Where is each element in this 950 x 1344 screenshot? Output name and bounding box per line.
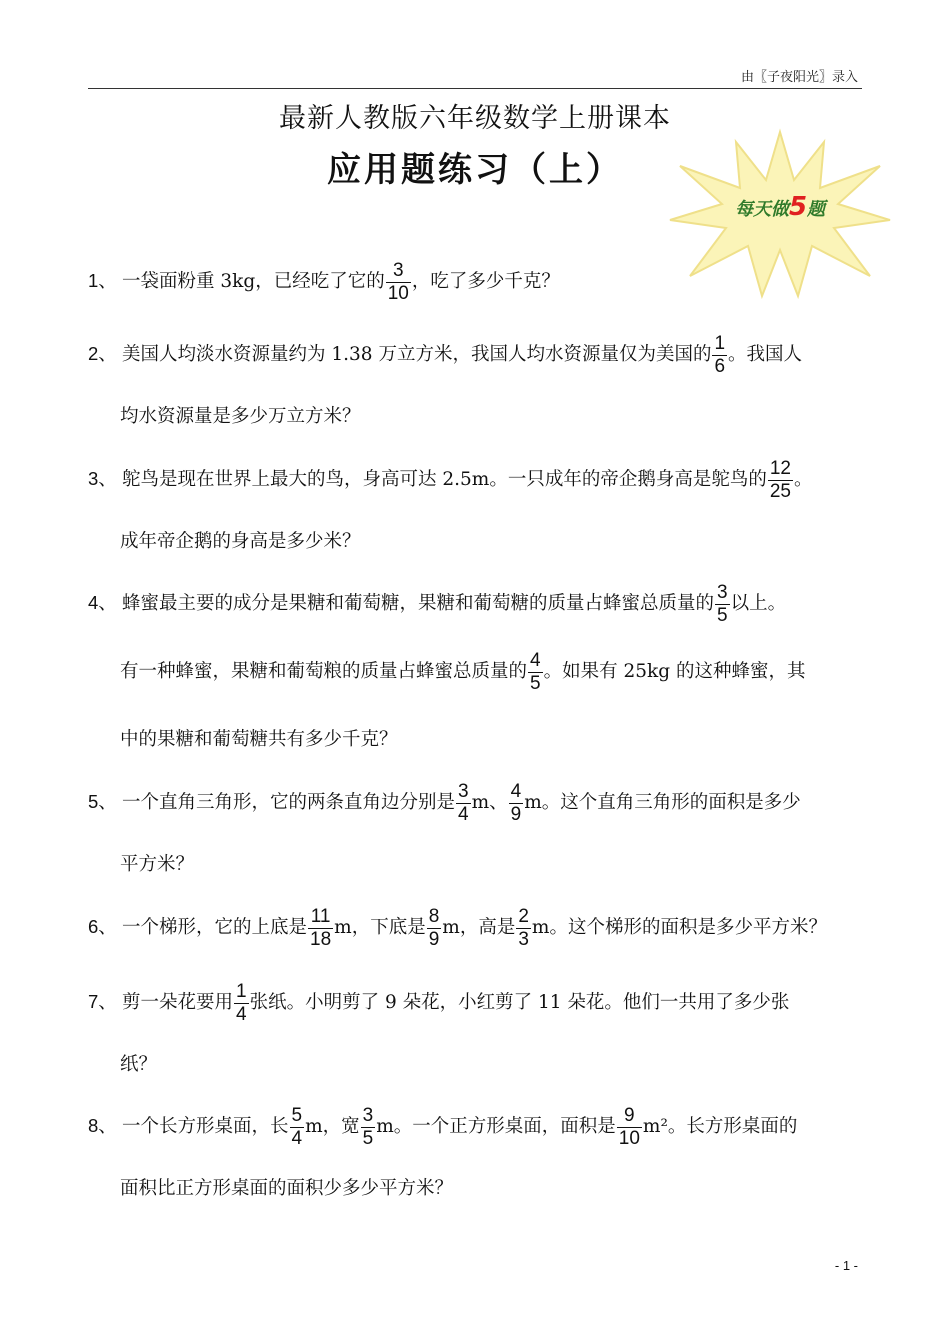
badge-suffix: 题	[807, 199, 826, 220]
problem-5	[88, 771, 862, 896]
fraction: $\frac{12}{25}$	[769, 457, 791, 502]
fraction: $\frac{4}{9}$	[510, 780, 522, 825]
badge-number: 5	[788, 192, 808, 222]
fraction: $\frac{4}{5}$	[530, 649, 541, 694]
page-title: 应用题练习（上）	[327, 150, 623, 190]
problem-text: m，高是	[442, 917, 516, 938]
fraction: $\frac{5}{4}$	[291, 1104, 303, 1149]
problem-number: 3、	[88, 468, 117, 489]
problem-text: m，宽	[305, 1116, 360, 1137]
problem-text: 中的果糖和葡萄糖共有多少千克？	[120, 729, 398, 750]
problem-text: 。如果有 25kg 的这种蜂蜜，其	[543, 661, 806, 682]
problem-text: 蜂蜜最主要的成分是果糖和葡萄糖，果糖和葡萄糖的质量占蜂蜜总质量的	[122, 593, 715, 614]
problem-text: m。一个正方形桌面，面积是	[376, 1116, 616, 1137]
page-subtitle: 最新人教版六年级数学上册课本	[279, 103, 671, 134]
problem-text: m、	[471, 792, 508, 813]
problem-2	[88, 323, 862, 448]
problem-text: 面积比正方形桌面的面积少多少平方米？	[120, 1178, 454, 1199]
problem-8	[88, 1095, 862, 1220]
problem-text: 美国人均淡水资源量约为 1.38 万立方米，我国人均水资源量仅为美国的	[122, 344, 712, 365]
problem-number: 1、	[88, 270, 117, 291]
problem-text: m²。长方形桌面的	[642, 1116, 798, 1137]
fraction: $\frac{3}{5}$	[717, 581, 728, 626]
header-note: 由〖子夜阳光〗录入	[740, 70, 858, 85]
problem-text: 成年帝企鹅的身高是多少米？	[120, 531, 361, 552]
problem-number: 7、	[88, 991, 117, 1012]
problem-text: 。	[794, 469, 813, 490]
fraction: $\frac{1}{4}$	[236, 980, 247, 1025]
problem-text: 纸？	[120, 1054, 158, 1075]
problem-text: 剪一朵花要用	[122, 992, 234, 1013]
header-rule	[88, 88, 862, 89]
problem-text: 一个直角三角形，它的两条直角边分别是	[122, 792, 456, 813]
problem-number: 6、	[88, 916, 117, 937]
fraction: $\frac{3}{10}$	[387, 259, 409, 304]
problem-number: 4、	[88, 592, 117, 613]
problem-text: 一个长方形桌面，长	[122, 1116, 289, 1137]
page-number: - 1 -	[834, 1258, 858, 1273]
fraction: $\frac{3}{5}$	[362, 1104, 374, 1149]
problem-6	[88, 896, 862, 959]
problem-text: 均水资源量是多少万立方米？	[120, 406, 361, 427]
problem-text: 一个梯形，它的上底是	[122, 917, 308, 938]
problem-3	[88, 448, 862, 573]
problem-text: 鸵鸟是现在世界上最大的鸟，身高可达 2.5m。一只成年的帝企鹅身高是鸵鸟的	[122, 469, 767, 490]
problem-number: 2、	[88, 343, 117, 364]
problem-text: 平方米？	[120, 854, 195, 875]
problem-text: ，吃了多少千克？	[411, 271, 560, 292]
problem-text: m。这个直角三角形的面积是多少	[524, 792, 801, 813]
problem-7	[88, 971, 862, 1096]
fraction: $\frac{11}{18}$	[310, 905, 332, 950]
problem-number: 5、	[88, 791, 117, 812]
problem-text: m，下底是	[334, 917, 426, 938]
fraction: $\frac{2}{3}$	[518, 905, 529, 950]
problem-text: 张纸。小明剪了 9 朵花，小红剪了 11 朵花。他们一共用了多少张	[249, 992, 790, 1013]
fraction: $\frac{1}{6}$	[714, 332, 726, 377]
problem-text: 一袋面粉重 3kg，已经吃了它的	[122, 271, 385, 292]
problem-text: 有一种蜂蜜，果糖和葡萄粮的质量占蜂蜜总质量的	[120, 661, 528, 682]
problem-text: 以上。	[730, 593, 787, 614]
problem-4	[88, 572, 862, 771]
problem-number: 8、	[88, 1115, 117, 1136]
problem-text: m。这个梯形的面积是多少平方米？	[531, 917, 827, 938]
fraction: $\frac{3}{4}$	[458, 780, 469, 825]
fraction: $\frac{8}{9}$	[428, 905, 440, 950]
badge-prefix: 每天做	[734, 199, 789, 220]
fraction: $\frac{9}{10}$	[618, 1104, 640, 1149]
daily-badge-text	[666, 192, 894, 222]
problem-1	[88, 250, 862, 313]
problem-text: 。我国人	[728, 344, 803, 365]
